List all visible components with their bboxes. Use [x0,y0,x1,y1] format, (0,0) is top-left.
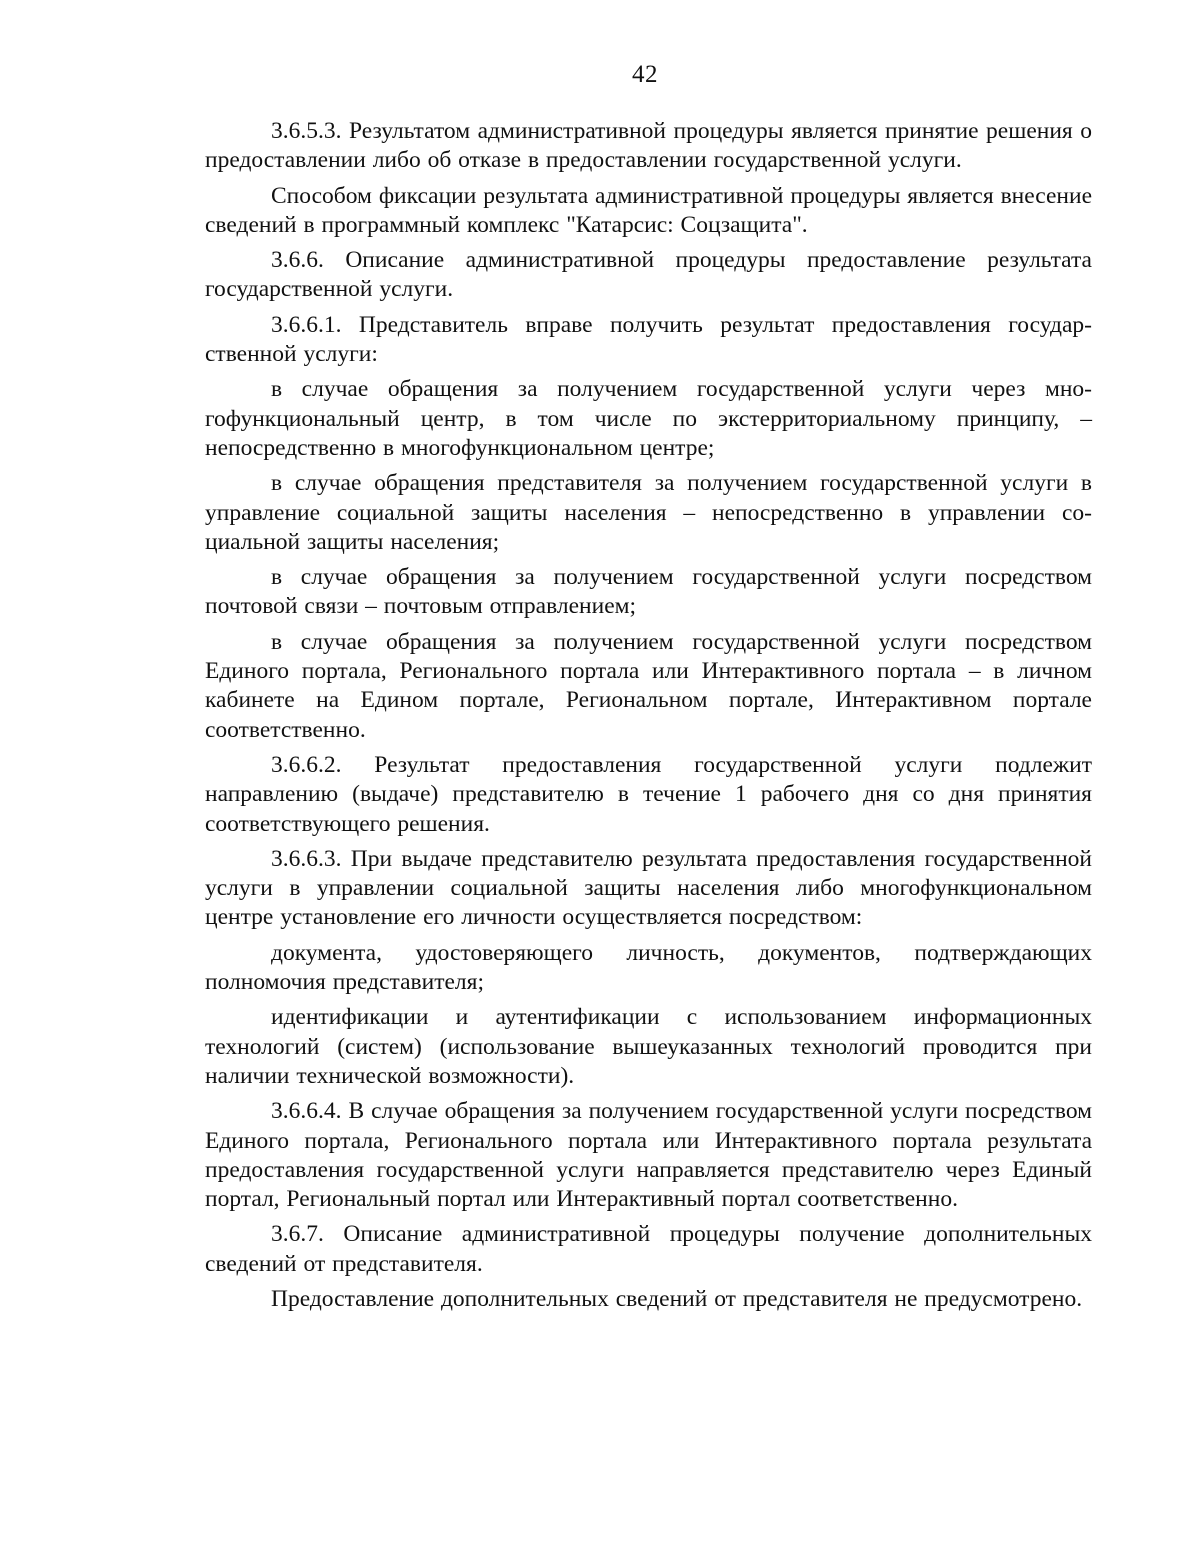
paragraph-3-6-6-1: 3.6.6.1. Представитель вправе получить результат предоставления государственной услуги: [205,311,1092,368]
page-number: 42 [632,61,658,88]
paragraph-fixation-method: Способом фиксации результата административной процедуры является внесение сведений в программный комплекс "Катарсис: Соцзащита". [205,182,1092,238]
paragraph-no-additional-info: Предоставление дополнительных сведений от представителя не предусмотрено. [271,1285,1083,1312]
paragraph-social-protection-case: в случае обращения представителя за получением государственной услуги в управление социальной защиты населения – непосредственно в управлении социальной защиты населения; [205,470,1092,555]
paragraph-3-6-6-2: 3.6.6.2. Результат предоставления государственной услуги подлежит направлению (выдаче) представителю в течение 1 рабочего дня со дня принятия соответствующего решения. [205,751,1092,837]
paragraph-identification: идентификации и аутентификации с использованием информационных технологий (систем) (использование вышеуказанных технологий проводится при наличии технической возможности). [205,1004,1092,1089]
paragraph-3-6-6-4: 3.6.6.4. В случае обращения за получением государственной услуги посредством Единого портала, Регионального портала или Интерактивного портала результата предоставления государственной услуги направляется представителю через Единый портал, Региональный портал или Интерактивный портал соответственно. [205,1098,1092,1213]
paragraph-3-6-5-3: 3.6.5.3. Результатом административной процедуры является принятие решения о предоставлении либо об отказе в предоставлении государственной услуги. [205,118,1092,174]
document-body [205,117,1092,1320]
paragraph-mfc-case: в случае обращения за получением государственной услуги через многофункциональный центр, в том числе по экстерриториальному принципу, – непосредственно в многофункциональном центре; [205,376,1092,461]
paragraph-3-6-6-3: 3.6.6.3. При выдаче представителю результата предоставления государственной услуги в управлении социальной защиты населения либо многофункциональном центре установление его личности осуществляется посредством: [205,845,1092,931]
paragraph-3-6-6: 3.6.6. Описание административной процедуры предоставление результата государственной услуги. [205,247,1092,303]
paragraph-identity-document: документа, удостоверяющего личность, документов, подтверждающих полномочия представителя; [205,939,1092,996]
paragraph-3-6-7: 3.6.7. Описание административной процедуры получение дополнительных сведений от представителя. [205,1221,1092,1277]
paragraph-portal-case: в случае обращения за получением государственной услуги посредством Единого портала, Регионального портала или Интерактивного портала – в личном кабинете на Едином портале, Региональном портале, Интерактивном портале соответственно. [205,628,1092,743]
paragraph-postal-case: в случае обращения за получением государственной услуги посредством почтовой связи – почтовым отправлением; [205,564,1092,620]
